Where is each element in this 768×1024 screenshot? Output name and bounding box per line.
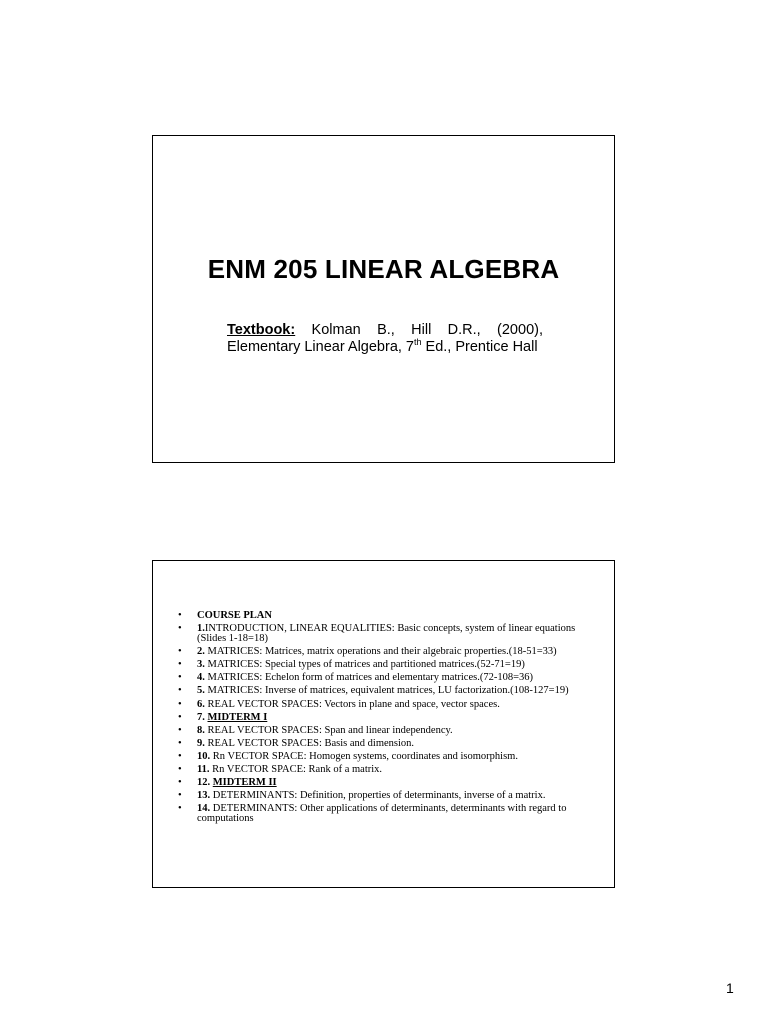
- item-text: MATRICES: Echelon form of matrices and elementary matrices.(72-108=36): [204, 672, 533, 684]
- list-item: [178, 673, 588, 683]
- item-number: 6.: [197, 698, 205, 710]
- bullet-icon: •: [178, 659, 182, 671]
- list-item: [178, 739, 588, 749]
- course-title: ENM 205 LINEAR ALGEBRA: [207, 254, 560, 284]
- bullet-icon: •: [178, 698, 182, 710]
- item-number: 2.: [197, 646, 205, 658]
- list-item: [178, 686, 588, 696]
- textbook-text-a: Kolman B., Hill D.R., (2000), Elementary Linear Algebra, 7: [227, 322, 543, 355]
- item-text: MATRICES: Matrices, matrix operations and their algebraic properties.(18-51=33): [204, 646, 557, 658]
- title-slide: [152, 135, 615, 463]
- page-number: 1: [726, 980, 734, 996]
- bullet-icon: •: [178, 764, 182, 776]
- item-number: 7.: [197, 711, 205, 723]
- list-item: [178, 647, 588, 657]
- list-item: [178, 726, 588, 736]
- bullet-icon: •: [178, 646, 182, 658]
- bullet-icon: •: [178, 711, 182, 723]
- item-text: Rn VECTOR SPACE: Rank of a matrix.: [209, 764, 383, 776]
- item-number: 9.: [197, 737, 205, 749]
- item-number: 13.: [197, 790, 211, 802]
- bullet-icon: •: [178, 750, 182, 762]
- list-item: [178, 765, 588, 775]
- item-text: REAL VECTOR SPACES: Basis and dimension.: [204, 737, 415, 749]
- bullet-icon: •: [178, 672, 182, 684]
- course-plan-heading: COURSE PLAN: [197, 610, 272, 621]
- textbook-edition-sup: th: [414, 337, 422, 348]
- midterm-label: MIDTERM I: [207, 711, 268, 723]
- bullet-icon: •: [178, 777, 182, 789]
- item-text: Rn VECTOR SPACE: Homogen systems, coordinates and isomorphism.: [210, 750, 518, 762]
- bullet-icon: •: [178, 724, 182, 736]
- item-text: MATRICES: Special types of matrices and partitioned matrices.(52-71=19): [204, 659, 525, 671]
- course-plan-list: [178, 611, 588, 827]
- list-item: [178, 752, 588, 762]
- list-item: [178, 804, 588, 824]
- list-item: [178, 700, 588, 710]
- item-text: DETERMINANTS: Other applications of determinants, determinants with regard to computations: [197, 803, 567, 825]
- item-number: 14.: [197, 803, 211, 815]
- list-item: [178, 660, 588, 670]
- list-item: [178, 611, 588, 621]
- item-number: 3.: [197, 659, 205, 671]
- textbook-label: Textbook:: [227, 322, 296, 338]
- item-number: 10.: [197, 750, 211, 762]
- course-plan-slide: [152, 560, 615, 888]
- item-text: REAL VECTOR SPACES: Span and linear independency.: [204, 724, 453, 736]
- textbook-text-b: Ed., Prentice Hall: [421, 339, 538, 355]
- item-number: 1.: [197, 623, 205, 635]
- item-text: REAL VECTOR SPACES: Vectors in plane and space, vector spaces.: [204, 698, 500, 710]
- item-text: MATRICES: Inverse of matrices, equivalent matrices, LU factorization.(108-127=19): [204, 685, 569, 697]
- bullet-icon: •: [178, 803, 182, 815]
- list-item: [178, 624, 588, 644]
- item-text: INTRODUCTION, LINEAR EQUALITIES: Basic concepts, system of linear equations (Slides 1-18=18): [197, 623, 576, 645]
- item-text: DETERMINANTS: Definition, properties of determinants, inverse of a matrix.: [210, 790, 546, 802]
- list-item: [178, 778, 588, 788]
- item-number: 5.: [197, 685, 205, 697]
- item-number: 12.: [197, 777, 211, 789]
- bullet-icon: •: [178, 623, 182, 635]
- item-number: 11.: [197, 764, 210, 776]
- item-number: 8.: [197, 724, 205, 736]
- bullet-icon: •: [178, 790, 182, 802]
- bullet-icon: •: [178, 737, 182, 749]
- bullet-icon: •: [178, 610, 182, 621]
- item-number: 4.: [197, 672, 205, 684]
- list-item: [178, 713, 588, 723]
- bullet-icon: •: [178, 685, 182, 697]
- list-item: [178, 791, 588, 801]
- midterm-label: MIDTERM II: [212, 777, 277, 789]
- textbook-reference: [227, 322, 543, 356]
